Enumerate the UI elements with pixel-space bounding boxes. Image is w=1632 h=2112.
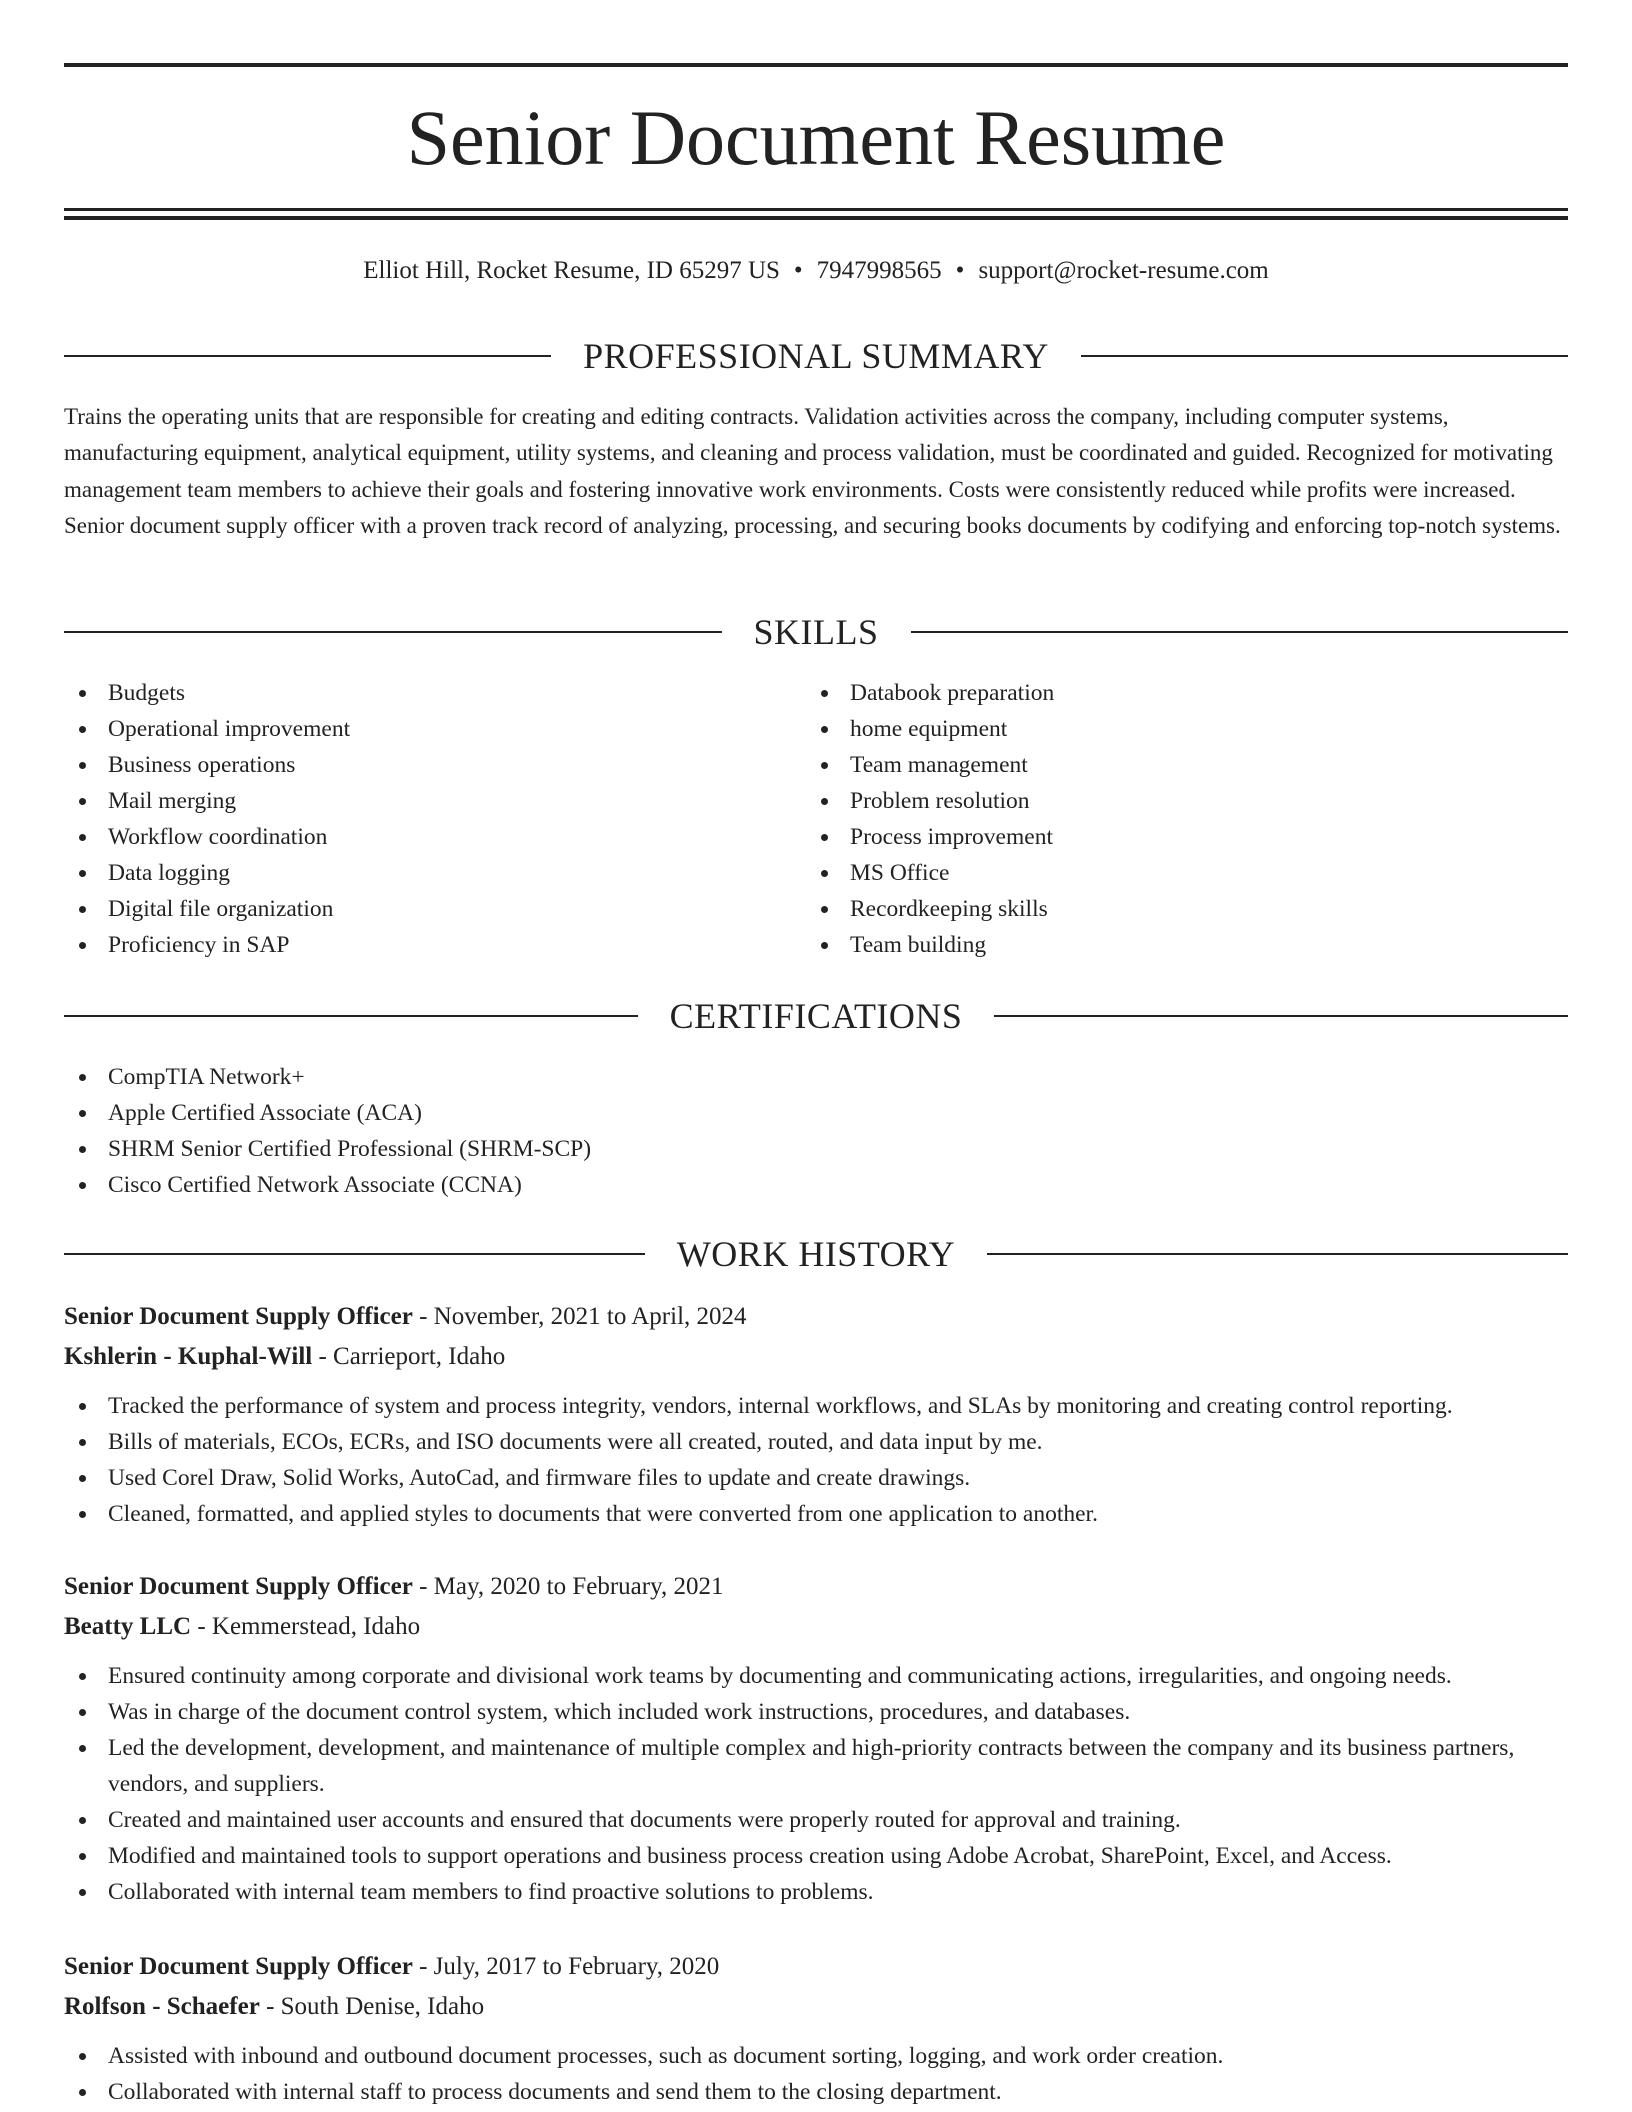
- skill-item: Proficiency in SAP: [64, 927, 804, 963]
- job-title-line: [64, 1297, 1568, 1337]
- certifications-list: [64, 1059, 1568, 1203]
- section-heading-skills: [64, 610, 1568, 654]
- job-company: Kshlerin - Kuphal-Will: [64, 1343, 313, 1370]
- heading-rule: [64, 1015, 638, 1017]
- job-entry: [64, 1567, 1568, 1910]
- top-rule: [64, 63, 1568, 67]
- skills-list-right: [806, 675, 1546, 963]
- skills-list-left: [64, 675, 804, 963]
- section-heading-work-history: [64, 1232, 1568, 1276]
- job-company-line: [64, 1607, 1568, 1647]
- skill-item: Recordkeeping skills: [806, 891, 1546, 927]
- job-title-line: [64, 1947, 1568, 1987]
- title-double-rule: [64, 208, 1568, 220]
- heading-rule: [911, 631, 1569, 633]
- heading-rule: [64, 631, 722, 633]
- job-company: Rolfson - Schaefer: [64, 1993, 260, 2020]
- job-company-line: [64, 1987, 1568, 2027]
- contact-address: Elliot Hill, Rocket Resume, ID 65297 US: [363, 257, 780, 284]
- section-heading-certifications: [64, 994, 1568, 1038]
- certification-item: Cisco Certified Network Associate (CCNA): [64, 1167, 1568, 1203]
- skill-item: Team building: [806, 927, 1546, 963]
- contact-line: [64, 254, 1568, 288]
- job-entry: [64, 1297, 1568, 1532]
- heading-rule: [1081, 355, 1568, 357]
- section-title: WORK HISTORY: [676, 1234, 956, 1274]
- heading-rule: [64, 355, 551, 357]
- skill-item: Process improvement: [806, 819, 1546, 855]
- job-location: - Carrieport, Idaho: [312, 1343, 506, 1370]
- skill-item: Problem resolution: [806, 783, 1546, 819]
- heading-rule: [987, 1253, 1568, 1255]
- job-title-line: [64, 1567, 1568, 1607]
- resume-title: Senior Document Resume: [406, 94, 1226, 181]
- skill-item: Business operations: [64, 747, 804, 783]
- section-title: SKILLS: [753, 612, 879, 652]
- job-dates: - July, 2017 to February, 2020: [412, 1953, 720, 1980]
- certification-item: CompTIA Network+: [64, 1059, 1568, 1095]
- job-location: - South Denise, Idaho: [259, 1993, 485, 2020]
- contact-phone: 7947998565: [816, 257, 942, 284]
- skill-item: Mail merging: [64, 783, 804, 819]
- job-dates: - May, 2020 to February, 2021: [412, 1573, 724, 1600]
- job-location: - Kemmerstead, Idaho: [191, 1613, 421, 1640]
- job-bullet: Collaborated with internal team members to find proactive solutions to problems.: [64, 1874, 1568, 1910]
- job-bullet: Tracked the performance of system and process integrity, vendors, internal workflows, and SLAs by monitoring and creating control reporting.: [64, 1388, 1568, 1424]
- skill-item: home equipment: [806, 711, 1546, 747]
- job-bullet: Modified and maintained tools to support operations and business process creation using Adobe Acrobat, SharePoint, Excel, and Access.: [64, 1838, 1568, 1874]
- job-bullet: Created and maintained user accounts and ensured that documents were properly routed for approval and training.: [64, 1802, 1568, 1838]
- contact-email: support@rocket-resume.com: [978, 257, 1269, 284]
- skill-item: Budgets: [64, 675, 804, 711]
- contact-separator: •: [793, 257, 803, 284]
- summary-text: Trains the operating units that are responsible for creating and editing contracts. Validation activities across the company, including computer systems, manufacturing equipment, analytical equipment, utility systems, and cleaning and process validation, must be coordinated and guided. Recognized for motivating management team members to achieve their goals and fostering innovative work environments. Costs were consistently reduced while profits were increased. Senior document supply officer with a proven track record of analyzing, processing, and securing books documents by codifying and enforcing top-notch systems.: [64, 404, 1561, 538]
- job-title: Senior Document Supply Officer: [64, 1573, 413, 1600]
- section-title: PROFESSIONAL SUMMARY: [583, 336, 1049, 376]
- job-bullet: Assisted with inbound and outbound document processes, such as document sorting, logging, and work order creation.: [64, 2038, 1568, 2074]
- contact-separator: •: [955, 257, 965, 284]
- job-bullets: [64, 1658, 1568, 1910]
- skill-item: Workflow coordination: [64, 819, 804, 855]
- skill-item: Operational improvement: [64, 711, 804, 747]
- heading-rule: [994, 1015, 1568, 1017]
- job-entry: [64, 1947, 1568, 2110]
- certification-item: Apple Certified Associate (ACA): [64, 1095, 1568, 1131]
- skill-item: Team management: [806, 747, 1546, 783]
- skill-item: MS Office: [806, 855, 1546, 891]
- job-bullets: [64, 2038, 1568, 2110]
- heading-rule: [64, 1253, 645, 1255]
- job-title: Senior Document Supply Officer: [64, 1303, 413, 1330]
- skill-item: Data logging: [64, 855, 804, 891]
- job-bullet: Cleaned, formatted, and applied styles to documents that were converted from one application to another.: [64, 1496, 1568, 1532]
- job-dates: - November, 2021 to April, 2024: [412, 1303, 747, 1330]
- skill-item: Databook preparation: [806, 675, 1546, 711]
- job-bullet: Ensured continuity among corporate and divisional work teams by documenting and communicating actions, irregularities, and ongoing needs.: [64, 1658, 1568, 1694]
- job-bullet: Was in charge of the document control system, which included work instructions, procedures, and databases.: [64, 1694, 1568, 1730]
- job-company: Beatty LLC: [64, 1613, 192, 1640]
- job-company-line: [64, 1337, 1568, 1377]
- job-title: Senior Document Supply Officer: [64, 1953, 413, 1980]
- job-bullet: Led the development, development, and maintenance of multiple complex and high-priority contracts between the company and its business partners, vendors, and suppliers.: [64, 1730, 1568, 1802]
- section-heading-summary: [64, 334, 1568, 378]
- certification-item: SHRM Senior Certified Professional (SHRM-SCP): [64, 1131, 1568, 1167]
- section-title: CERTIFICATIONS: [669, 996, 963, 1036]
- job-bullet: Used Corel Draw, Solid Works, AutoCad, and firmware files to update and create drawings.: [64, 1460, 1568, 1496]
- job-bullet: Collaborated with internal staff to process documents and send them to the closing department.: [64, 2074, 1568, 2110]
- job-bullet: Bills of materials, ECOs, ECRs, and ISO documents were all created, routed, and data input by me.: [64, 1424, 1568, 1460]
- skill-item: Digital file organization: [64, 891, 804, 927]
- job-bullets: [64, 1388, 1568, 1532]
